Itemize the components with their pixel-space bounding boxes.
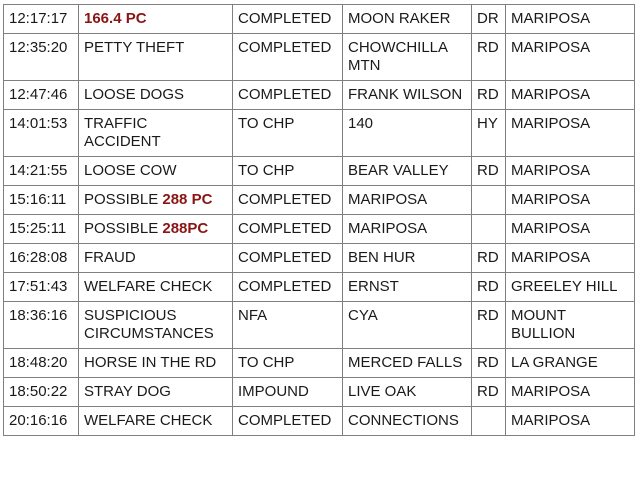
street-suffix-cell: [472, 215, 506, 244]
table-row: [4, 273, 635, 302]
street-suffix-cell: RD: [472, 157, 506, 186]
call-type-cell: [79, 34, 233, 81]
call-time-cell: 17:51:43: [4, 273, 79, 302]
disposition-cell: COMPLETED: [233, 5, 343, 34]
area-cell: MARIPOSA: [506, 157, 635, 186]
table-row: [4, 186, 635, 215]
location-cell: ERNST: [343, 273, 472, 302]
call-type-text: STRAY DOG: [84, 383, 171, 400]
call-log-body: [4, 5, 635, 436]
area-cell: MARIPOSA: [506, 81, 635, 110]
area-cell: MARIPOSA: [506, 110, 635, 157]
call-type-text: FRAUD: [84, 249, 136, 266]
penal-code-highlight: 166.4 PC: [84, 10, 147, 27]
call-type-text: HORSE IN THE RD: [84, 354, 217, 371]
call-type-text: POSSIBLE: [84, 191, 163, 208]
street-suffix-cell: RD: [472, 349, 506, 378]
area-cell: MARIPOSA: [506, 378, 635, 407]
call-time-cell: 15:16:11: [4, 186, 79, 215]
area-cell: MOUNT BULLION: [506, 302, 635, 349]
call-type-text: PETTY THEFT: [84, 39, 185, 56]
area-cell: GREELEY HILL: [506, 273, 635, 302]
street-suffix-cell: RD: [472, 34, 506, 81]
disposition-cell: IMPOUND: [233, 378, 343, 407]
table-row: [4, 157, 635, 186]
street-suffix-cell: [472, 186, 506, 215]
disposition-cell: TO CHP: [233, 349, 343, 378]
call-type-cell: [79, 81, 233, 110]
call-time-cell: 12:47:46: [4, 81, 79, 110]
area-cell: MARIPOSA: [506, 5, 635, 34]
location-cell: CONNECTIONS: [343, 407, 472, 436]
table-row: [4, 215, 635, 244]
disposition-cell: COMPLETED: [233, 81, 343, 110]
area-cell: MARIPOSA: [506, 407, 635, 436]
call-time-cell: 20:16:16: [4, 407, 79, 436]
table-row: [4, 302, 635, 349]
call-type-text: LOOSE COW: [84, 162, 177, 179]
location-cell: MARIPOSA: [343, 215, 472, 244]
table-row: [4, 5, 635, 34]
location-cell: LIVE OAK: [343, 378, 472, 407]
call-type-text: POSSIBLE: [84, 220, 163, 237]
disposition-cell: TO CHP: [233, 157, 343, 186]
call-time-cell: 12:35:20: [4, 34, 79, 81]
table-row: [4, 81, 635, 110]
call-type-cell: [79, 244, 233, 273]
call-type-cell: [79, 407, 233, 436]
call-time-cell: 18:50:22: [4, 378, 79, 407]
call-type-cell: [79, 186, 233, 215]
disposition-cell: COMPLETED: [233, 273, 343, 302]
area-cell: LA GRANGE: [506, 349, 635, 378]
street-suffix-cell: RD: [472, 273, 506, 302]
penal-code-highlight: 288 PC: [162, 191, 213, 208]
call-type-cell: [79, 157, 233, 186]
area-cell: MARIPOSA: [506, 34, 635, 81]
call-time-cell: 18:48:20: [4, 349, 79, 378]
call-type-text: LOOSE DOGS: [84, 86, 185, 103]
call-time-cell: 15:25:11: [4, 215, 79, 244]
location-cell: CYA: [343, 302, 472, 349]
location-cell: MOON RAKER: [343, 5, 472, 34]
disposition-cell: COMPLETED: [233, 34, 343, 81]
table-row: [4, 378, 635, 407]
call-type-cell: [79, 110, 233, 157]
disposition-cell: COMPLETED: [233, 215, 343, 244]
area-cell: MARIPOSA: [506, 215, 635, 244]
location-cell: BEAR VALLEY: [343, 157, 472, 186]
call-type-text: WELFARE CHECK: [84, 278, 213, 295]
location-cell: MARIPOSA: [343, 186, 472, 215]
street-suffix-cell: DR: [472, 5, 506, 34]
table-row: [4, 34, 635, 81]
disposition-cell: COMPLETED: [233, 186, 343, 215]
call-log-table: [3, 4, 635, 436]
street-suffix-cell: RD: [472, 244, 506, 273]
street-suffix-cell: RD: [472, 378, 506, 407]
disposition-cell: COMPLETED: [233, 244, 343, 273]
location-cell: BEN HUR: [343, 244, 472, 273]
call-type-text: TRAFFIC ACCIDENT: [84, 115, 161, 150]
call-time-cell: 12:17:17: [4, 5, 79, 34]
table-row: [4, 110, 635, 157]
call-type-cell: [79, 5, 233, 34]
area-cell: MARIPOSA: [506, 244, 635, 273]
table-row: [4, 407, 635, 436]
call-time-cell: 14:01:53: [4, 110, 79, 157]
call-type-cell: [79, 378, 233, 407]
call-time-cell: 16:28:08: [4, 244, 79, 273]
call-type-text: SUSPICIOUS CIRCUMSTANCES: [84, 307, 214, 342]
location-cell: 140: [343, 110, 472, 157]
call-time-cell: 18:36:16: [4, 302, 79, 349]
street-suffix-cell: RD: [472, 81, 506, 110]
disposition-cell: COMPLETED: [233, 407, 343, 436]
area-cell: MARIPOSA: [506, 186, 635, 215]
call-type-cell: [79, 302, 233, 349]
location-cell: MERCED FALLS: [343, 349, 472, 378]
street-suffix-cell: [472, 407, 506, 436]
table-row: [4, 349, 635, 378]
street-suffix-cell: RD: [472, 302, 506, 349]
disposition-cell: NFA: [233, 302, 343, 349]
call-time-cell: 14:21:55: [4, 157, 79, 186]
street-suffix-cell: HY: [472, 110, 506, 157]
call-type-cell: [79, 349, 233, 378]
call-type-cell: [79, 273, 233, 302]
location-cell: FRANK WILSON: [343, 81, 472, 110]
penal-code-highlight: 288PC: [162, 220, 209, 237]
table-row: [4, 244, 635, 273]
disposition-cell: TO CHP: [233, 110, 343, 157]
call-type-text: WELFARE CHECK: [84, 412, 213, 429]
location-cell: CHOWCHILLA MTN: [343, 34, 472, 81]
call-type-cell: [79, 215, 233, 244]
